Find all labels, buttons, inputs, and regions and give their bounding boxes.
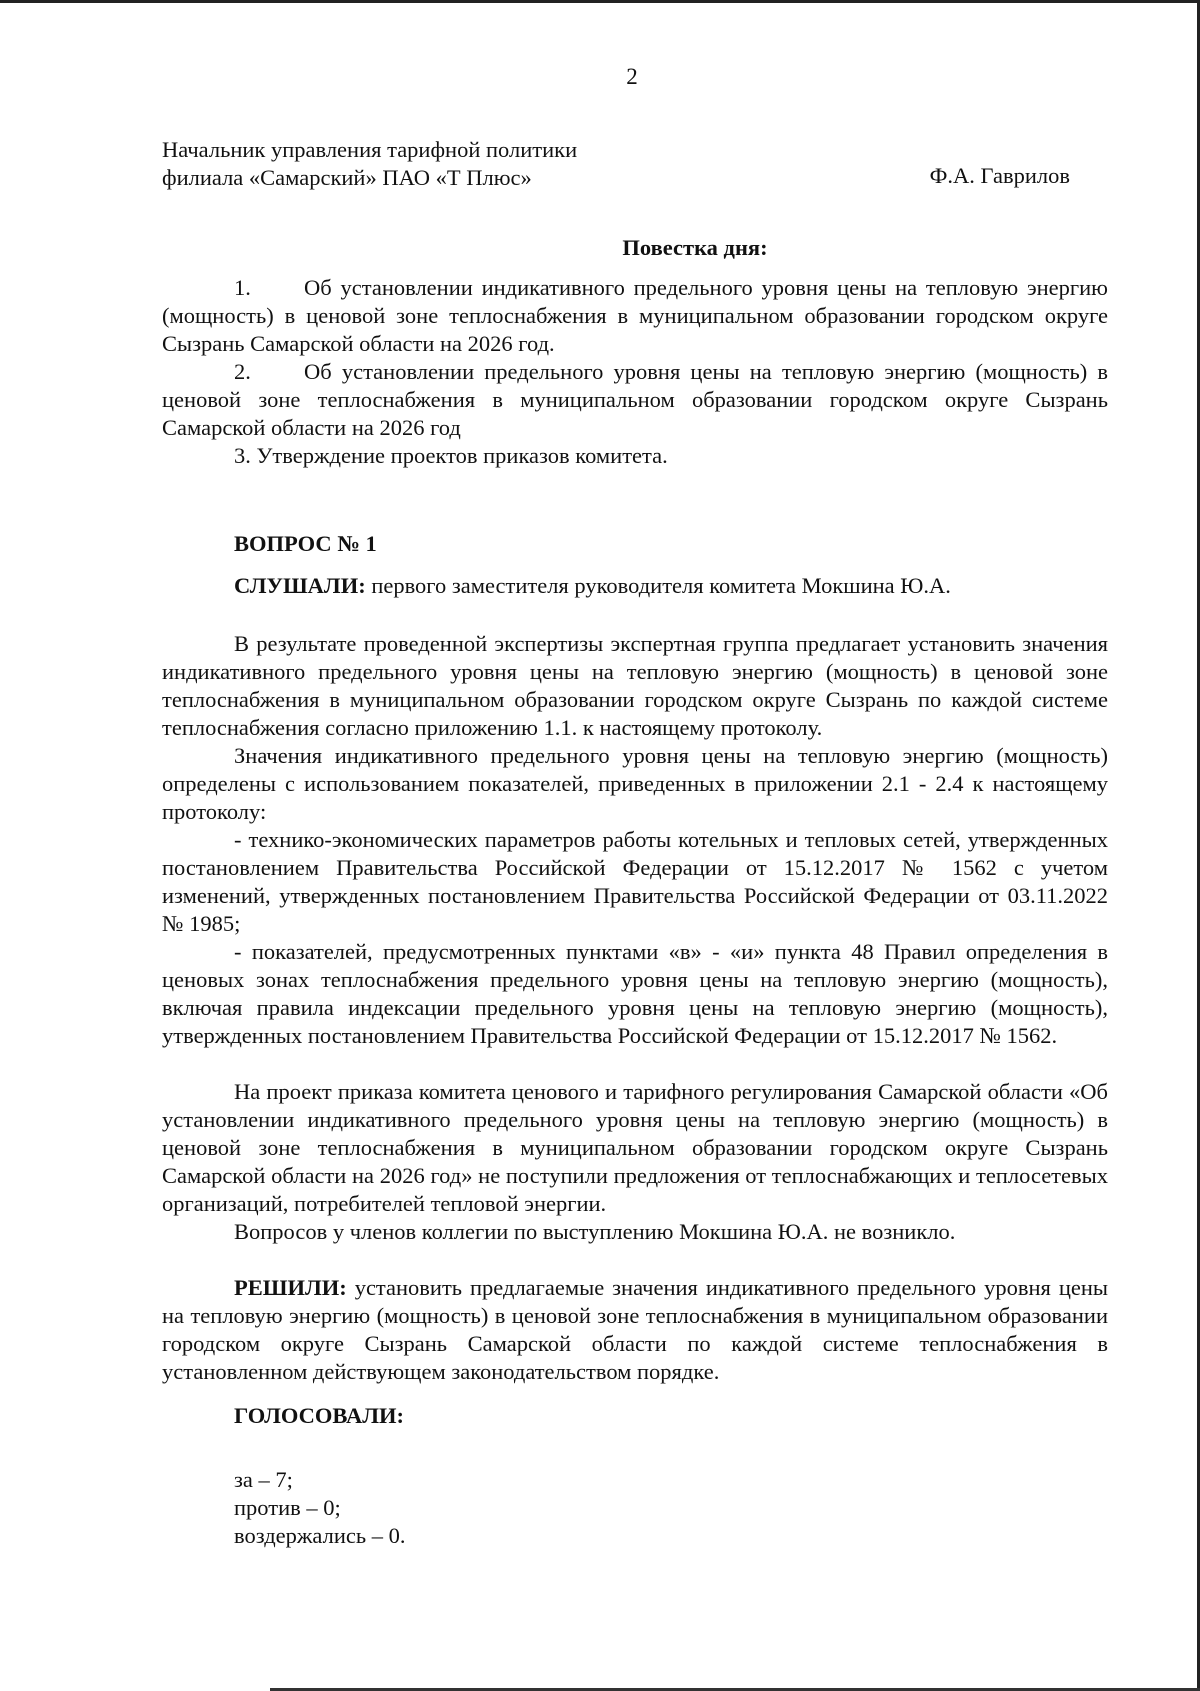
decided-label: РЕШИЛИ:: [234, 1275, 347, 1300]
agenda-item-text: Об установлении предельного уровня цены на тепловую энергию (мощность) в ценовой зоне теплоснабжения в муниципальном образовании городском округе Сызрань Самарской области на 2026 год: [162, 359, 1108, 440]
heard-text: первого заместителя руководителя комитета Мокшина Ю.А.: [371, 573, 951, 598]
agenda-item-number: 1.: [234, 275, 251, 300]
heard-line: [234, 572, 1108, 600]
paragraph-6: Вопросов у членов коллегии по выступлению Мокшина Ю.А. не возникло.: [234, 1219, 956, 1244]
signature-block: [162, 136, 1108, 192]
agenda-item-3: [234, 442, 1108, 470]
agenda-item-text: Утверждение проектов приказов комитета.: [256, 443, 668, 468]
paragraph-1: В результате проведенной экспертизы экспертная группа предлагает установить значения индикативного предельного уровня цены на тепловую энергию (мощность) в ценовой зоне теплоснабжения в муниципальном образовании городском округе Сызрань по каждой системе теплоснабжения согласно приложению 1.1. к настоящему протоколу.: [162, 631, 1108, 740]
signature-name: Ф.А. Гаврилов: [929, 163, 1070, 188]
paragraph-3: - технико-экономических параметров работы котельных и тепловых сетей, утвержденных постановлением Правительства Российской Федерации от 15.12.2017 № 1562 с учетом изменений, утвержденных постановлением Правительства Российской Федерации от 03.11.2022 № 1985;: [162, 827, 1108, 936]
agenda-item-number: 3.: [234, 443, 251, 468]
paragraph-5: На проект приказа комитета ценового и тарифного регулирования Самарской области «Об установлении индикативного предельного уровня цены на тепловую энергию (мощность) в ценовой зоне теплоснабжения в муниципальном образовании городском округе Сызрань Самарской области на 2026 год» не поступили предложения от теплоснабжающих и теплосетевых организаций, потребителей тепловой энергии.: [162, 1079, 1108, 1216]
vote-abstained: воздержались – 0.: [234, 1523, 406, 1548]
question-heading: ВОПРОС № 1: [234, 531, 377, 556]
decided-text: установить предлагаемые значения индикативного предельного уровня цены на тепловую энергию (мощность) в ценовой зоне теплоснабжения в муниципальном образовании городском округе Сызрань Самарской области по каждой системе теплоснабжения в установленном действующем законодательством порядке.: [162, 1275, 1109, 1384]
agenda-item-1: [162, 274, 1108, 358]
vote-results: [234, 1466, 406, 1550]
agenda-heading: Повестка дня:: [622, 235, 768, 260]
vote-for: за – 7;: [234, 1467, 293, 1492]
signature-title-line2: филиала «Самарский» ПАО «Т Плюс»: [162, 165, 532, 190]
agenda-item-text: Об установлении индикативного предельного уровня цены на тепловую энергию (мощность) в ценовой зоне теплоснабжения в муниципальном образовании городском округе Сызрань Самарской области на 2026 год.: [162, 275, 1108, 356]
decided-paragraph: [162, 1274, 1108, 1386]
scan-edge-top: [0, 0, 1200, 3]
page-number: 2: [626, 64, 638, 89]
agenda-item-number: 2.: [234, 359, 251, 384]
voted-heading: ГОЛОСОВАЛИ:: [234, 1403, 405, 1428]
vote-against: против – 0;: [234, 1495, 341, 1520]
paragraph-4: - показателей, предусмотренных пунктами «в» - «и» пункта 48 Правил определения в ценовых зонах теплоснабжения предельного уровня цены на тепловую энергию (мощность), включая правила индексации предельного уровня цены на тепловую энергию (мощность), утвержденных постановлением Правительства Российской Федерации от 15.12.2017 № 1562.: [162, 939, 1108, 1048]
signature-title-line1: Начальник управления тарифной политики: [162, 137, 578, 162]
paragraph-2: Значения индикативного предельного уровня цены на тепловую энергию (мощность) определены с использованием показателей, приведенных в приложении 2.1 - 2.4 к настоящему протоколу:: [162, 743, 1108, 824]
agenda-item-2: [162, 358, 1108, 442]
heard-label: СЛУШАЛИ:: [234, 573, 366, 598]
